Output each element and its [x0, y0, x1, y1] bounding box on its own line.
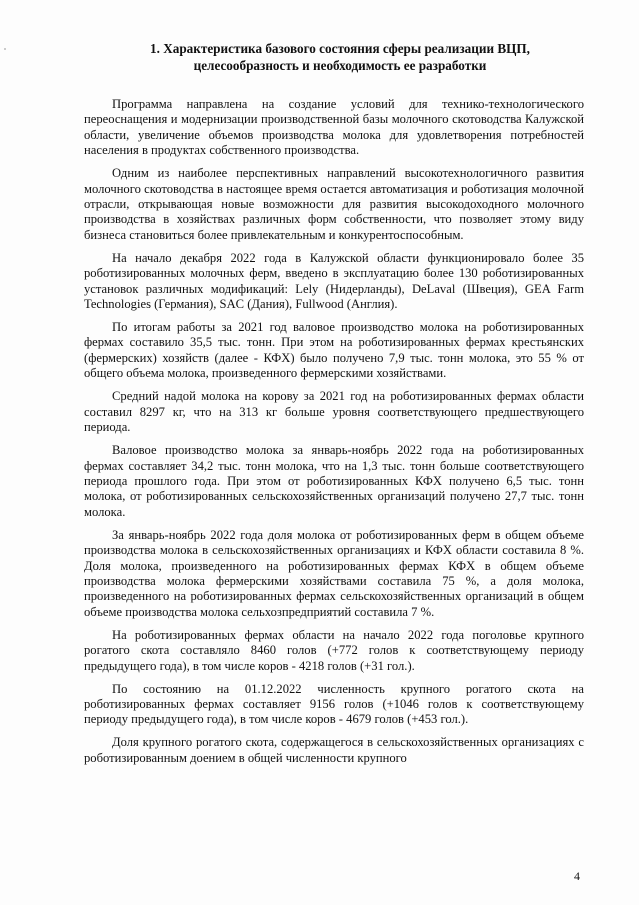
- paragraph-livestock-share: Доля крупного рогатого скота, содержащегося в сельскохозяйственных организациях с роботизированным доением в общей численности крупного: [84, 735, 584, 765]
- paragraph-robotic-farms: На начало декабря 2022 года в Калужской области функционировало более 35 роботизированных молочных ферм, введено в эксплуатацию более 130 роботизированных установок различных модификаций: Lely (Нидерланды), DeLaval (Швеция), GEA Farm Technologies (Германия), SAC (Дания), Fullwood (Англия).: [84, 250, 584, 312]
- paragraph-livestock-2022-start: На роботизированных фермах области на начало 2022 года поголовье крупного рогатого скота составляло 8460 голов (+772 голов к соответствующему периоду предыдущего года), в том числе коров - 4218 голов (+31 гол.).: [84, 627, 584, 673]
- heading-line-1: 1. Характеристика базового состояния сферы реализации ВЦП,: [150, 41, 530, 56]
- document-body: [84, 97, 584, 774]
- paragraph-2021-results: По итогам работы за 2021 год валовое производство молока на роботизированных фермах составило 35,5 тыс. тонн. При этом на роботизированных фермах крестьянских (фермерских) хозяйств (далее - КФХ) было получено 7,9 тыс. тонн молока, это 55 % от общего объема молока, произведенного фермерскими хозяйствами.: [84, 320, 584, 381]
- page-number: 4: [574, 869, 580, 883]
- paragraph-livestock-dec-2022: По состоянию на 01.12.2022 численность крупного рогатого скота на роботизированных фермах составляет 9156 голов (+1046 голов к соответствующему периоду предыдущего года), в том числе коров - 4679 голов (+453 гол.).: [84, 681, 584, 727]
- section-heading: [80, 40, 600, 74]
- paragraph-milk-yield: Средний надой молока на корову за 2021 год на роботизированных фермах области составил 8297 кг, что на 313 кг больше уровня соответствующего предшествующего периода.: [84, 389, 584, 435]
- heading-line-2: целесообразность и необходимость ее разработки: [193, 58, 487, 73]
- paragraph-automation: Одним из наиболее перспективных направлений высокотехнологичного развития молочного скотоводства в настоящее время остается автоматизация и роботизация молочной отрасли, открывающая новые возможности для развития высокодоходного молочного производства в хозяйствах различных форм собственности, что позволяет этому виду бизнеса становиться более привлекательным и конкурентоспособным.: [84, 166, 584, 242]
- scan-speck: [4, 48, 6, 50]
- paragraph-program-goal: Программа направлена на создание условий для технико-технологического переоснащения и модернизации производственной базы молочного скотоводства Калужской области, увеличение объемов производства молока для удовлетворения потребностей населения в продуктах собственного производства.: [84, 97, 584, 158]
- paragraph-2022-production: Валовое производство молока за январь-ноябрь 2022 года на роботизированных фермах составляет 34,2 тыс. тонн молока, что на 1,3 тыс. тонн больше соответствующего периода прошлого года. При этом от роботизированных КФХ получено 6,5 тыс. тонн молока, от роботизированных сельскохозяйственных организаций получено 27,7 тыс. тонн молока.: [84, 443, 584, 519]
- paragraph-milk-share: За январь-ноябрь 2022 года доля молока от роботизированных ферм в общем объеме производства молока в сельскохозяйственных организациях и КФХ области составила 8 %. Доля молока, произведенного на роботизированных фермах КФХ в общем объеме производства молока фермерскими хозяйствами составила 75 %, а доля молока, произведенного на роботизированных фермах сельскохозяйственных организаций в общем объеме производства молока сельхозпредприятий составила 7 %.: [84, 527, 584, 619]
